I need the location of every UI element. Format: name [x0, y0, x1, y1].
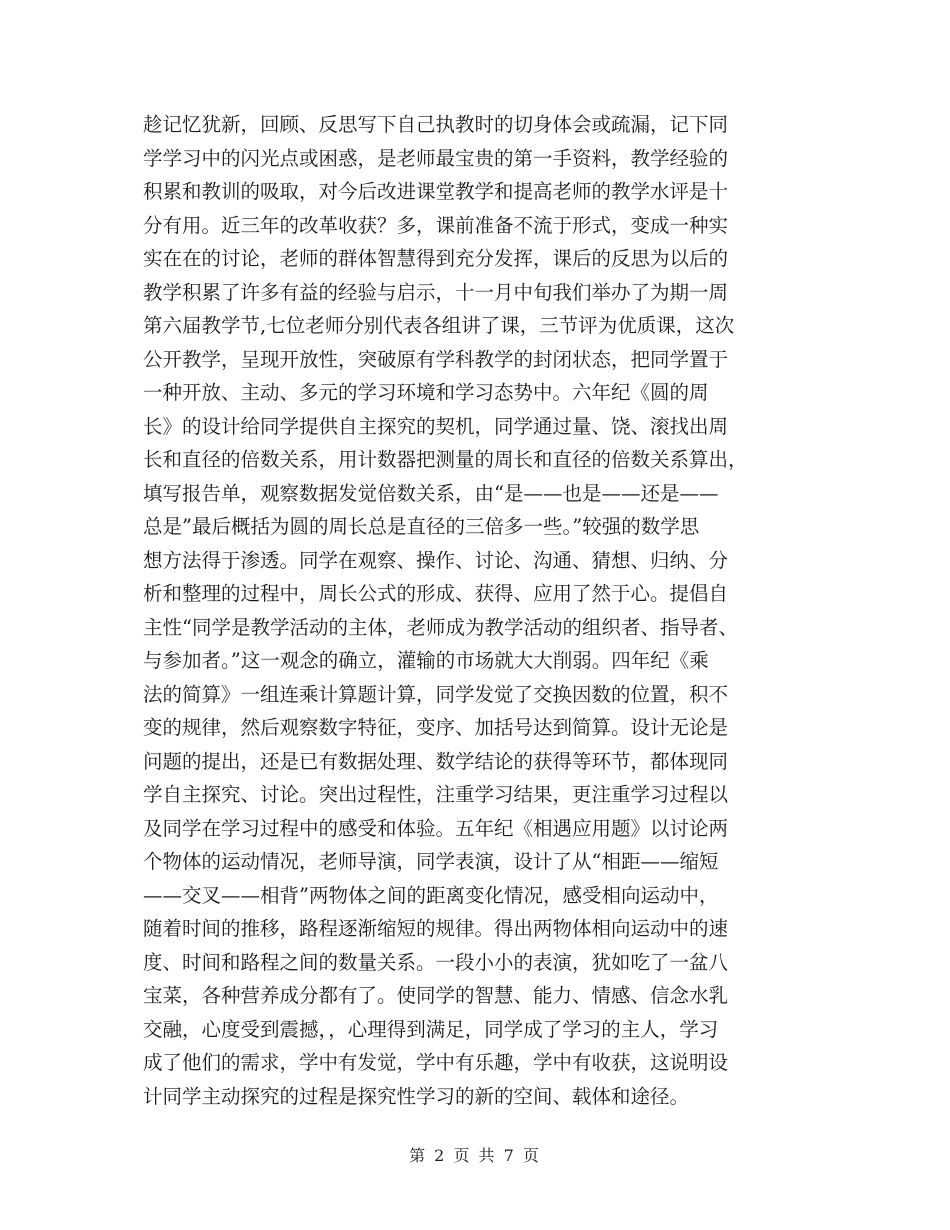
text-line: 实在在的讨论，老师的群体智慧得到充分发挥，课后的反思为以后的 [143, 247, 729, 270]
text-line: 学自主探究、讨论。突出过程性，注重学习结果，更注重学习过程以 [143, 783, 729, 806]
text-line: 度、时间和路程之间的数量关系。一段小小的表演，犹如吃了一盆八 [143, 950, 729, 974]
text-line: 计同学主动探究的过程是探究性学习的新的空间、载体和途径。 [143, 1084, 690, 1108]
page-footer: 第 2 页 共 7 页 [409, 1146, 541, 1165]
text-line: 分有用。近三年的改革收获？多，课前准备不流于形式，变成一种实 [143, 213, 729, 237]
text-line: 学学习中的闪光点或困惑，是老师最宝贵的第一手资料，教学经验的 [143, 146, 729, 170]
text-line: 随着时间的推移，路程逐渐缩短的规律。得出两物体相向运动中的速 [143, 917, 729, 940]
text-line: 长》的设计给同学提供自主探究的契机，同学通过量、饶、滚找出周 [143, 414, 729, 438]
text-line: 公开教学，呈现开放性，突破原有学科教学的封闭状态，把同学置于 [143, 347, 729, 371]
text-line: 个物体的运动情况，老师导演，同学表演，设计了从“相距——缩短 [143, 850, 719, 873]
body-text [143, 108, 823, 1113]
text-line: 变的规律，然后观察数字特征，变序、加括号达到简算。设计无论是 [143, 716, 729, 739]
text-line: 填写报告单，观察数据发觉倍数关系，由“是——也是——还是—— [143, 481, 719, 505]
text-line: 及同学在学习过程中的感受和体验。五年纪《相遇应用题》以讨论两 [143, 816, 729, 840]
text-line: ——交叉——相背”两物体之间的距离变化情况，感受相向运动中， [143, 883, 719, 907]
text-line: 主性“同学是教学活动的主体，老师成为教学活动的组织者、指导者、 [143, 615, 738, 639]
text-line: 成了他们的需求，学中有发觉，学中有乐趣，学中有收获，这说明设 [143, 1051, 729, 1074]
text-line: 趁记忆犹新，回顾、反思写下自己执教时的切身体会或疏漏，记下同 [143, 113, 729, 136]
text-line: 宝菜，各种营养成分都有了。使同学的智慧、能力、情感、信念水乳 [143, 984, 729, 1007]
text-line: 析和整理的过程中，周长公式的形成、获得、应用了然于心。提倡自 [143, 582, 729, 605]
text-line: 一种开放、主动、多元的学习环境和学习态势中。六年纪《圆的周 [143, 381, 709, 404]
text-line: 总是”最后概括为圆的周长总是直径的三倍多一些。”较强的数学思 [143, 515, 700, 538]
text-line: 问题的提出，还是已有数据处理、数学结论的获得等环节，都体现同 [143, 749, 729, 773]
text-line: 积累和教训的吸取，对今后改进课堂教学和提高老师的教学水评是十 [143, 180, 729, 203]
text-line: 想方法得于渗透。同学在观察、操作、讨论、沟通、猜想、归纳、分 [143, 548, 729, 572]
text-line: 教学积累了许多有益的经验与启示，十一月中旬我们举办了为期一周 [143, 280, 729, 304]
text-line: 法的简算》一组连乘计算题计算，同学发觉了交换因数的位置，积不 [143, 682, 729, 706]
text-line: 长和直径的倍数关系，用计数器把测量的周长和直径的倍数关系算出， [143, 448, 748, 471]
text-line: 第六届教学节,七位老师分别代表各组讲了课，三节评为优质课，这次 [143, 314, 735, 337]
text-line: 与参加者。”这一观念的确立，灌输的市场就大大削弱。四年纪《乘 [143, 649, 709, 672]
text-line: 交融，心度受到震撼，，心理得到满足，同学成了学习的主人，学习 [143, 1017, 719, 1041]
